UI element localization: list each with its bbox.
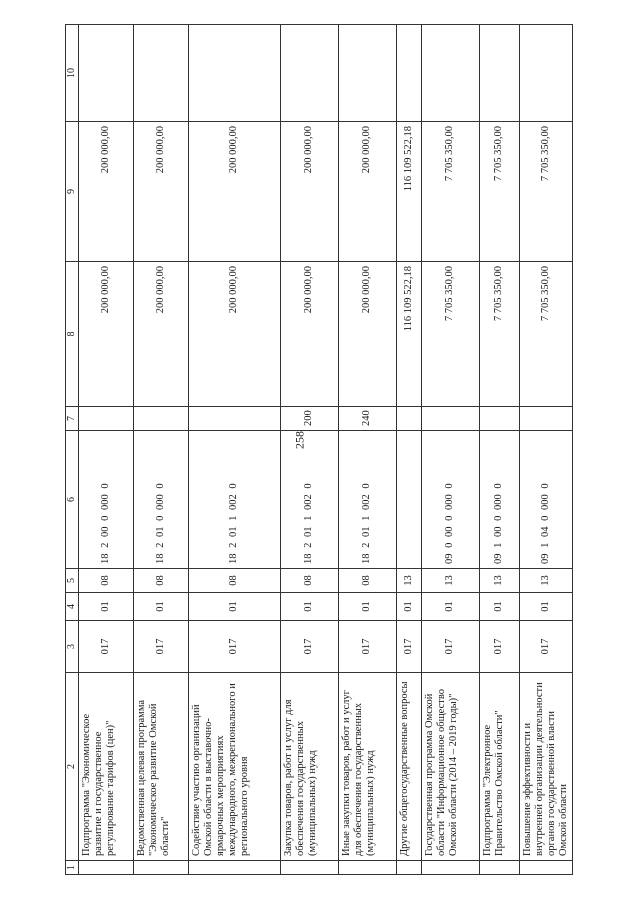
amount-col8-cell: 116 109 522,18 [397, 262, 422, 407]
rotated-table-scan [65, 25, 570, 875]
amount-col8-cell: 7 705 350,00 [520, 262, 573, 407]
expense-type-cell: 240 [339, 407, 397, 431]
expense-type-cell [189, 407, 281, 431]
row-index-cell [520, 861, 573, 875]
amount-col9-cell: 200 000,00 [134, 122, 189, 262]
col-header-4: 4 [66, 593, 79, 621]
amount-col9-cell: 7 705 350,00 [422, 122, 480, 262]
subsection-cell: 08 [189, 569, 281, 593]
admin-code-cell: 017 [134, 621, 189, 673]
amount-col9-cell: 7 705 350,00 [520, 122, 573, 262]
amount-col8-cell: 200 000,00 [339, 262, 397, 407]
expense-type-cell [422, 407, 480, 431]
admin-code-cell: 017 [79, 621, 134, 673]
table-row [397, 25, 422, 875]
amount-col8-cell: 200 000,00 [79, 262, 134, 407]
row-index-cell [79, 861, 134, 875]
admin-code-cell: 017 [339, 621, 397, 673]
col10-cell [339, 25, 397, 122]
col10-cell [189, 25, 281, 122]
subsection-cell: 13 [397, 569, 422, 593]
table-row [422, 25, 480, 875]
description-cell: Государственная программа Омской области "Информационное общество Омской области (2014 – 2019 годы)" [422, 673, 480, 861]
row-index-cell [339, 861, 397, 875]
col-header-8: 8 [66, 262, 79, 407]
amount-col9-cell: 116 109 522,18 [397, 122, 422, 262]
target-article-cell: 18 2 01 0 000 0 [134, 431, 189, 569]
header-row [66, 25, 79, 875]
description-cell: Закупка товаров, работ и услуг для обеспечения государственных (муниципальных) нужд [281, 673, 339, 861]
section-cell: 01 [134, 593, 189, 621]
budget-table [65, 24, 573, 875]
amount-col8-cell: 200 000,00 [134, 262, 189, 407]
amount-col8-cell: 7 705 350,00 [422, 262, 480, 407]
section-cell: 01 [520, 593, 573, 621]
target-article-cell: 18 2 01 1 002 0 [339, 431, 397, 569]
expense-type-cell [480, 407, 520, 431]
target-article-cell: 09 0 00 0 000 0 [422, 431, 480, 569]
description-cell: Подпрограмма "Электронное Правительство Омской области" [480, 673, 520, 861]
subsection-cell: 08 [134, 569, 189, 593]
table-row [134, 25, 189, 875]
col10-cell [520, 25, 573, 122]
target-article-cell: 09 1 04 0 000 0 [520, 431, 573, 569]
col-header-5: 5 [66, 569, 79, 593]
subsection-cell: 08 [79, 569, 134, 593]
amount-col9-cell: 7 705 350,00 [480, 122, 520, 262]
description-cell: Другие общегосударственные вопросы [397, 673, 422, 861]
col10-cell [422, 25, 480, 122]
amount-col9-cell: 200 000,00 [281, 122, 339, 262]
admin-code-cell: 017 [422, 621, 480, 673]
row-index-cell [422, 861, 480, 875]
section-cell: 01 [397, 593, 422, 621]
table-row [339, 25, 397, 875]
col-header-2: 2 [66, 673, 79, 861]
row-index-cell [281, 861, 339, 875]
table-row [281, 25, 339, 875]
expense-type-cell [397, 407, 422, 431]
section-cell: 01 [189, 593, 281, 621]
target-article-cell: 18 2 01 1 002 0 [189, 431, 281, 569]
amount-col9-cell: 200 000,00 [189, 122, 281, 262]
target-article-cell: 09 1 00 0 000 0 [480, 431, 520, 569]
subsection-cell: 13 [480, 569, 520, 593]
description-cell: Повышение эффективности и внутренней организации деятельности органов государственной власти Омской области [520, 673, 573, 861]
subsection-cell: 13 [520, 569, 573, 593]
section-cell: 01 [281, 593, 339, 621]
expense-type-cell [79, 407, 134, 431]
col-header-6: 6 [66, 431, 79, 569]
amount-col9-cell: 200 000,00 [79, 122, 134, 262]
row-index-cell [134, 861, 189, 875]
admin-code-cell: 017 [480, 621, 520, 673]
expense-type-cell: 200 [281, 407, 339, 431]
target-article-cell: 18 2 01 1 002 0 [281, 431, 339, 569]
section-cell: 01 [422, 593, 480, 621]
expense-type-cell [134, 407, 189, 431]
subsection-cell: 08 [281, 569, 339, 593]
section-cell: 01 [339, 593, 397, 621]
amount-col8-cell: 7 705 350,00 [480, 262, 520, 407]
description-cell: Ведомственная целевая программа "Экономическое развитие Омской области" [134, 673, 189, 861]
table-row [520, 25, 573, 875]
amount-col9-cell: 200 000,00 [339, 122, 397, 262]
table-row [79, 25, 134, 875]
col10-cell [397, 25, 422, 122]
table-row [189, 25, 281, 875]
col-header-10: 10 [66, 25, 79, 122]
row-index-cell [480, 861, 520, 875]
row-index-cell [189, 861, 281, 875]
amount-col8-cell: 200 000,00 [189, 262, 281, 407]
description-cell: Подпрограмма "Экономическое развитие и государственное регулирование тарифов (цен)" [79, 673, 134, 861]
subsection-cell: 13 [422, 569, 480, 593]
col10-cell [281, 25, 339, 122]
page-number: 258 [292, 431, 307, 449]
col10-cell [480, 25, 520, 122]
col10-cell [79, 25, 134, 122]
table-row [480, 25, 520, 875]
row-index-cell [397, 861, 422, 875]
col-header-1: 1 [66, 861, 79, 875]
expense-type-cell [520, 407, 573, 431]
subsection-cell: 08 [339, 569, 397, 593]
target-article-cell [397, 431, 422, 569]
col-header-3: 3 [66, 621, 79, 673]
section-cell: 01 [480, 593, 520, 621]
admin-code-cell: 017 [281, 621, 339, 673]
description-cell: Содействие участию организаций Омской области в выставочно-ярмарочных мероприятиях международного, межрегионального и регионального уровня [189, 673, 281, 861]
col10-cell [134, 25, 189, 122]
col-header-7: 7 [66, 407, 79, 431]
admin-code-cell: 017 [397, 621, 422, 673]
admin-code-cell: 017 [520, 621, 573, 673]
amount-col8-cell: 200 000,00 [281, 262, 339, 407]
admin-code-cell: 017 [189, 621, 281, 673]
description-cell: Иные закупки товаров, работ и услуг для обеспечения государственных (муниципальных) нужд [339, 673, 397, 861]
target-article-cell: 18 2 00 0 000 0 [79, 431, 134, 569]
section-cell: 01 [79, 593, 134, 621]
col-header-9: 9 [66, 122, 79, 262]
